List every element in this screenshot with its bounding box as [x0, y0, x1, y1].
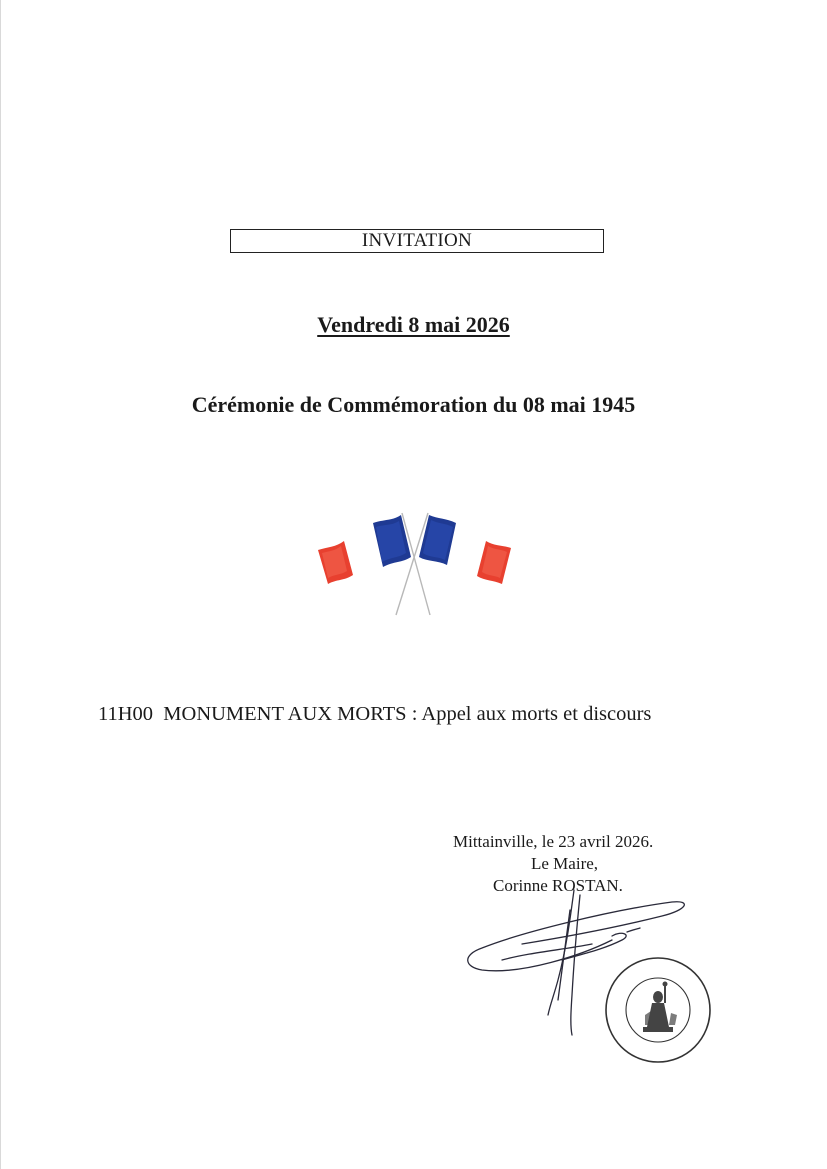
place-date: Mittainville, le 23 avril 2026.: [453, 832, 654, 851]
mayor-name: Corinne ROSTAN.: [493, 876, 623, 895]
crossed-french-flags-icon: [310, 505, 520, 620]
ceremony-title: Cérémonie de Commémoration du 08 mai 1945: [191, 392, 636, 417]
program-schedule: 11H00 MONUMENT AUX MORTS : Appel aux morts et discours: [98, 703, 652, 725]
town-hall-seal-icon: [603, 955, 713, 1065]
mayor-title: Le Maire,: [531, 854, 599, 873]
invitation-title: INVITATION: [361, 230, 473, 251]
page-edge: [0, 0, 1, 1169]
event-date: Vendredi 8 mai 2026: [317, 312, 510, 337]
invitation-title-box: [230, 229, 604, 253]
